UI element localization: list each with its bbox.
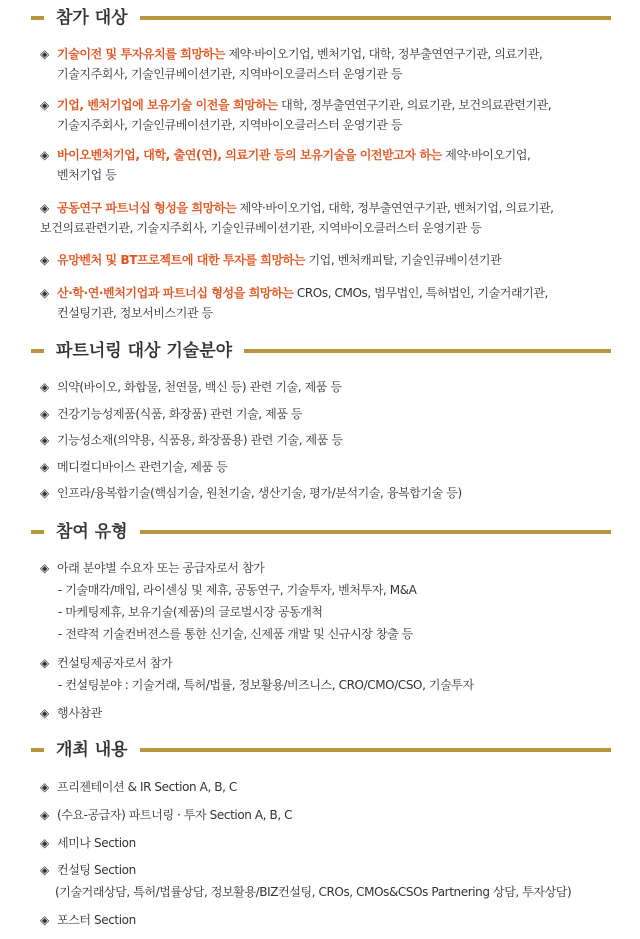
type-item: ◈ 행사참관	[40, 703, 620, 723]
diamond-bullet-icon: ◈	[40, 808, 49, 822]
diamond-bullet-icon: ◈	[40, 561, 49, 575]
target-item-2	[40, 95, 620, 135]
target-item-text: 대학, 정부출연연구기관, 의료기관, 보건의료관련기관,	[277, 98, 552, 112]
target-item-line2: 기술지주회사, 기술인큐베이션기관, 지역바이오클러스터 운영기관 등	[57, 67, 403, 81]
diamond-bullet-icon: ◈	[40, 913, 49, 927]
section-header-types	[31, 517, 611, 547]
section-title: 참가 대상	[56, 5, 140, 31]
diamond-bullet-icon: ◈	[40, 201, 49, 215]
target-item-3	[40, 145, 620, 185]
type-sub-item: - 컨설팅분야 : 기술거래, 특허/법률, 정보활용/비즈니스, CRO/CMO/CSO, 기술투자	[58, 678, 474, 692]
section-dash	[31, 349, 44, 353]
section-dash	[31, 530, 44, 534]
diamond-bullet-icon: ◈	[40, 706, 49, 720]
contents-item: ◈ 포스터 Section	[40, 910, 620, 930]
field-item: ◈ 메디컬디바이스 관련기술, 제품 등	[40, 457, 620, 477]
section-title: 개최 내용	[56, 737, 140, 763]
diamond-bullet-icon: ◈	[40, 433, 49, 447]
target-item-highlight: 기업, 벤처기업에 보유기술 이전을 희망하는	[57, 98, 278, 112]
diamond-bullet-icon: ◈	[40, 47, 49, 61]
type-sub-item: - 마케팅제휴, 보유기술(제품)의 글로벌시장 공동개척	[58, 605, 323, 619]
diamond-bullet-icon: ◈	[40, 98, 49, 112]
target-item-text: 기업, 벤처캐피탈, 기술인큐베이션기관	[305, 253, 502, 267]
diamond-bullet-icon: ◈	[40, 286, 49, 300]
section-header-fields	[31, 336, 611, 366]
target-item-4	[40, 198, 620, 238]
contents-item: ◈ 컨설팅 Section	[40, 860, 620, 880]
contents-item: ◈ 세미나 Section	[40, 833, 620, 853]
diamond-bullet-icon: ◈	[40, 407, 49, 421]
target-item-highlight: 바이오벤처기업, 대학, 출연(연), 의료기관 등의 보유기술을 이전받고자 하는	[57, 148, 442, 162]
target-item-text: 제약·바이오기업,	[441, 148, 531, 162]
type-item: ◈ 아래 분야별 수요자 또는 공급자로서 참가	[40, 558, 620, 578]
target-item-6	[40, 283, 620, 323]
target-item-highlight: 유망벤처 및 BT프로젝트에 대한 투자를 희망하는	[57, 253, 306, 267]
diamond-bullet-icon: ◈	[40, 148, 49, 162]
type-sub-item: - 기술매각/매입, 라이센싱 및 제휴, 공동연구, 기술투자, 벤처투자, M&A	[58, 583, 417, 597]
diamond-bullet-icon: ◈	[40, 380, 49, 394]
target-item-line2: 컨설팅기관, 정보서비스기관 등	[57, 306, 213, 320]
field-item: ◈ 기능성소재(의약용, 식품용, 화장품용) 관련 기술, 제품 등	[40, 430, 620, 450]
diamond-bullet-icon: ◈	[40, 460, 49, 474]
target-item-5	[40, 250, 620, 270]
target-item-highlight: 산·학·연·벤처기업과 파트너십 형성을 희망하는	[57, 286, 294, 300]
target-item-line2: 보건의료관련기관, 기술지주회사, 기술인큐베이션기관, 지역바이오클러스터 운영기관 등	[40, 221, 482, 235]
target-item-highlight: 공동연구 파트너십 형성을 희망하는	[57, 201, 237, 215]
target-item-highlight: 기술이전 및 투자유치를 희망하는	[57, 47, 226, 61]
field-item: ◈ 인프라/융복합기술(핵심기술, 원천기술, 생산기술, 평가/분석기술, 융복합기술 등)	[40, 483, 620, 503]
consulting-detail: (기술거래상담, 특허/법률상담, 정보활용/BIZ컨설팅, CROs, CMOs&CSOs Partnering 상담, 투자상담)	[55, 885, 572, 899]
diamond-bullet-icon: ◈	[40, 253, 49, 267]
diamond-bullet-icon: ◈	[40, 836, 49, 850]
target-item-line2: 벤처기업 등	[57, 168, 117, 182]
target-item-text: 제약·바이오기업, 벤처기업, 대학, 정부출연연구기관, 의료기관,	[225, 47, 543, 61]
field-item: ◈ 의약(바이오, 화합물, 천연물, 백신 등) 관련 기술, 제품 등	[40, 377, 620, 397]
section-title: 파트너링 대상 기술분야	[56, 338, 244, 364]
diamond-bullet-icon: ◈	[40, 780, 49, 794]
section-header-contents	[31, 735, 611, 765]
section-dash	[31, 748, 44, 752]
section-header-target	[31, 3, 611, 33]
target-item-text: CROs, CMOs, 법무법인, 특허법인, 기술거래기관,	[293, 286, 548, 300]
target-item-text: 제약·바이오기업, 대학, 정부출연연구기관, 벤처기업, 의료기관,	[236, 201, 554, 215]
diamond-bullet-icon: ◈	[40, 863, 49, 877]
contents-item: ◈ (수요-공급자) 파트너링 · 투자 Section A, B, C	[40, 805, 620, 825]
section-title: 참여 유형	[56, 519, 140, 545]
target-item-1	[40, 44, 620, 84]
diamond-bullet-icon: ◈	[40, 656, 49, 670]
type-item: ◈ 컨설팅제공자로서 참가	[40, 653, 620, 673]
target-item-line2: 기술지주회사, 기술인큐베이션기관, 지역바이오클러스터 운영기관 등	[57, 118, 403, 132]
section-dash	[31, 16, 44, 20]
field-item: ◈ 건강기능성제품(식품, 화장품) 관련 기술, 제품 등	[40, 404, 620, 424]
type-sub-item: - 전략적 기술컨버젼스를 통한 신기술, 신제품 개발 및 신규시장 창출 등	[58, 627, 413, 641]
diamond-bullet-icon: ◈	[40, 486, 49, 500]
contents-item: ◈ 프리젠테이션 & IR Section A, B, C	[40, 777, 620, 797]
